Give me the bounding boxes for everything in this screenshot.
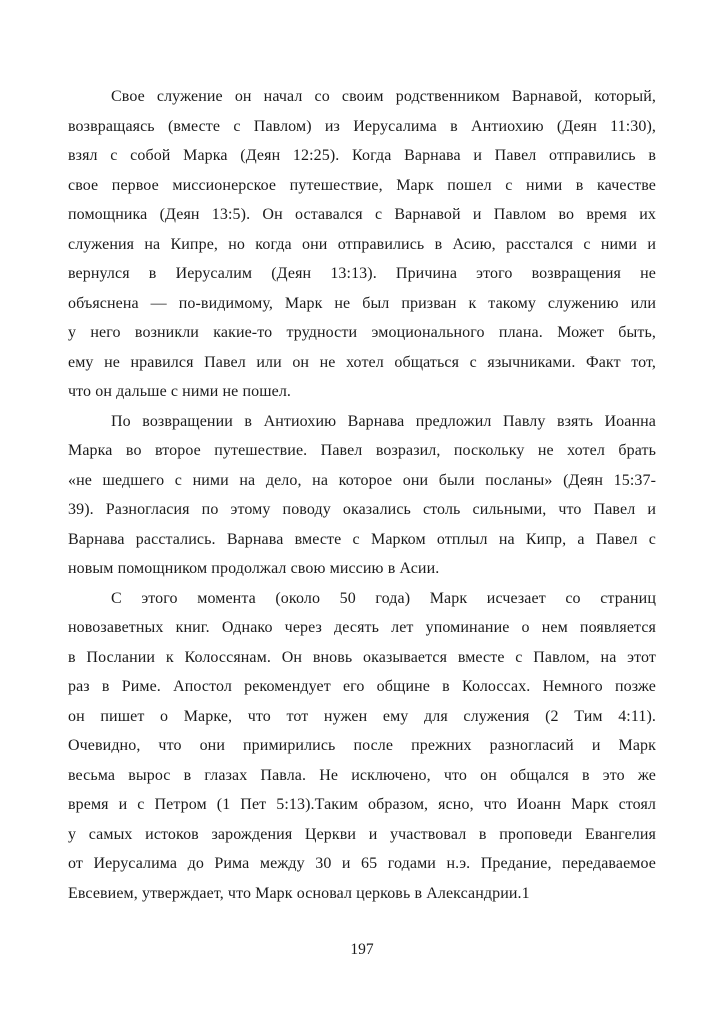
text-line: возвращаясь (вместе с Павлом) из Иерусалима в Антиохию (Деян 11:30), (68, 117, 656, 135)
text-line: ему не нравился Павел или он не хотел общаться с язычниками. Факт тот, (68, 353, 656, 371)
text-line: раз в Риме. Апостол рекомендует его общине в Колоссах. Немного позже (68, 678, 656, 695)
text-line: 39). Разногласия по этому поводу оказались столь сильными, что Павел и (68, 501, 656, 518)
text-line: время и с Петром (1 Пет 5:13).Таким образом, ясно, что Иоанн Марк стоял (68, 796, 656, 813)
page-number: 197 (350, 941, 374, 958)
paragraph (68, 407, 656, 584)
text-line: Варнава расстались. Варнава вместе с Марком отплыл на Кипр, а Павел с (68, 530, 656, 548)
text-line: в Послании к Колоссянам. Он вновь оказывается вместе с Павлом, на этот (68, 648, 656, 666)
text-line: Свое служение он начал со своим родственником Варнавой, который, (111, 88, 656, 105)
paragraph (68, 584, 656, 909)
text-line: Евсевием, утверждает, что Марк основал церковь в Александрии.1 (68, 884, 530, 902)
text-line: помощника (Деян 13:5). Он оставался с Варнавой и Павлом во время их (68, 206, 656, 223)
text-line: от Иерусалима до Рима между 30 и 65 годами н.э. Предание, передаваемое (68, 855, 656, 872)
text-line: вернулся в Иерусалим (Деян 13:13). Причина этого возвращения не (68, 265, 656, 282)
paragraph (68, 82, 656, 407)
text-line: у него возникли какие-то трудности эмоционального плана. Может быть, (68, 324, 656, 341)
text-line: новозаветных книг. Однако через десять лет упоминание о нем появляется (68, 619, 656, 636)
text-line: С этого момента (около 50 года) Марк исчезает со страниц (111, 589, 656, 607)
text-line: Очевидно, что они примирились после прежних разногласий и Марк (68, 737, 656, 754)
text-line: объяснена — по-видимому, Марк не был призван к такому служению или (68, 294, 656, 312)
text-line: у самых истоков зарождения Церкви и участвовал в проповеди Евангелия (68, 825, 656, 843)
text-line: Марка во второе путешествие. Павел возразил, поскольку не хотел брать (68, 442, 656, 459)
text-line: весьма вырос в глазах Павла. Не исключено, что он общался в это же (68, 766, 656, 784)
text-line: новым помощником продолжал свою миссию в Асии. (68, 560, 440, 577)
body-text (68, 82, 656, 908)
text-line: взял с собой Марка (Деян 12:25). Когда Варнава и Павел отправились в (68, 147, 656, 164)
text-line: служения на Кипре, но когда они отправились в Асию, расстался с ними и (68, 235, 656, 253)
text-line: что он дальше с ними не пошел. (68, 383, 292, 400)
text-line: он пишет о Марке, что тот нужен ему для служения (2 Тим 4:11). (68, 707, 656, 725)
text-line: По возвращении в Антиохию Варнава предложил Павлу взять Иоанна (111, 412, 656, 430)
text-line: свое первое миссионерское путешествие, Марк пошел с ними в качестве (68, 176, 656, 194)
text-line: «не шедшего с ними на дело, на которое они были посланы» (Деян 15:37- (68, 471, 656, 489)
